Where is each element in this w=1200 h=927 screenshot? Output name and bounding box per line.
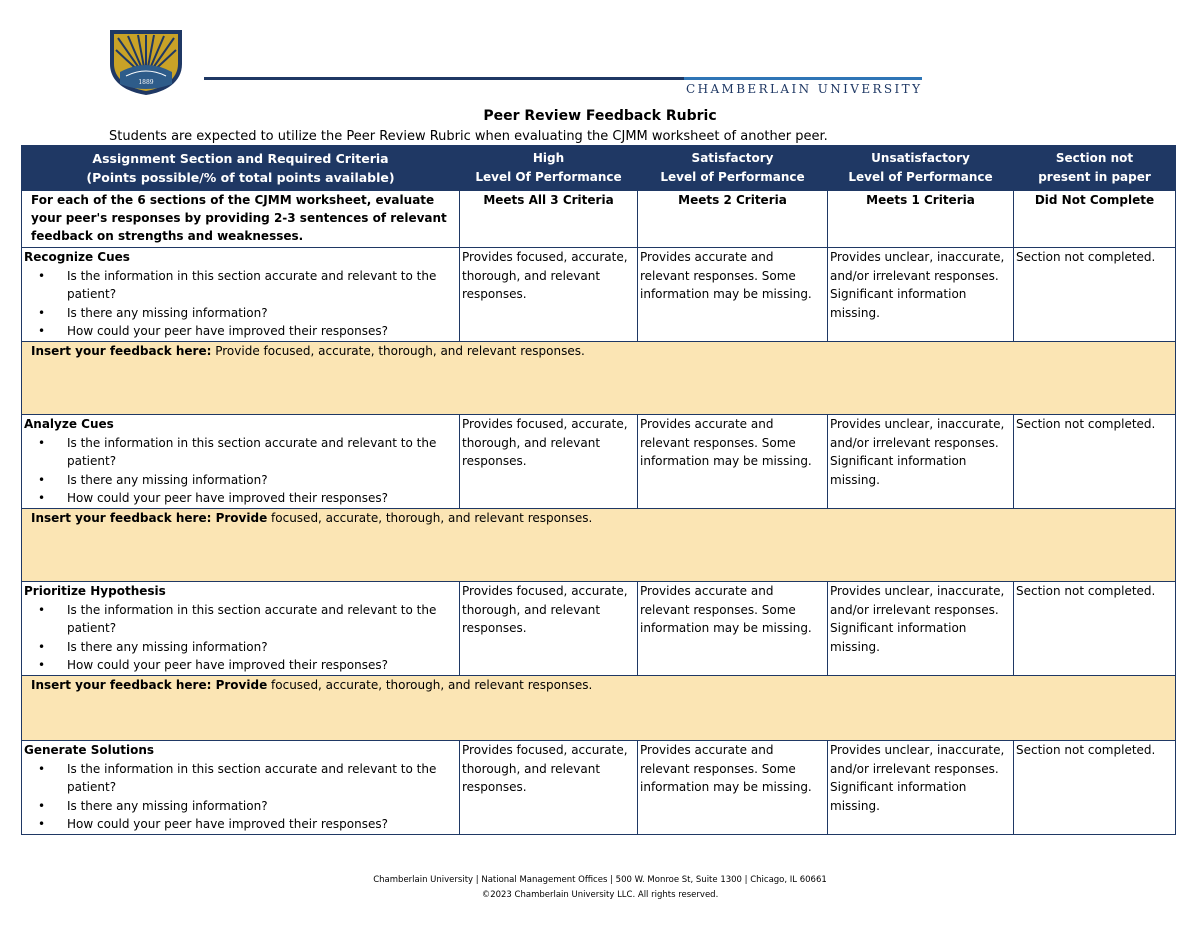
question-accuracy: • Is the information in this section accurate and relevant to the patient? [67,267,457,304]
feedback-prompt: Insert your feedback here: [31,344,212,358]
question-improve: • How could your peer have improved their responses? [67,322,457,341]
question-improve: • How could your peer have improved their responses? [67,489,457,508]
question-improve: • How could your peer have improved their responses? [67,815,457,834]
level-satisfactory-text: Provides accurate and relevant responses. Some information may be missing. [638,248,828,342]
level-not-present-text: Section not completed. [1014,415,1176,509]
question-accuracy: • Is the information in this section accurate and relevant to the patient? [67,760,457,797]
feedback-instruction: focused, accurate, thorough, and relevant responses. [267,511,593,525]
level-satisfactory-text: Provides accurate and relevant responses. Some information may be missing. [638,741,828,835]
section-row-prioritize-hypothesis [22,582,1176,676]
level-not-present-text: Section not completed. [1014,248,1176,342]
header-rule-accent [684,77,922,80]
section-name: Prioritize Hypothesis [24,584,166,598]
criteria-instructions: For each of the 6 sections of the CJMM worksheet, evaluate your peer's responses by providing 2-3 sentences of relevant feedback on strengths and weaknesses. [22,191,460,248]
question-missing: • Is there any missing information? [67,638,457,657]
feedback-input-area[interactable] [22,509,1176,582]
section-name: Analyze Cues [24,417,114,431]
footer-address: Chamberlain University | National Management Offices | 500 W. Monroe St, Suite 1300 | Chicago, IL 60661 [373,875,827,885]
section-row-analyze-cues [22,415,1176,509]
level-satisfactory-text: Provides accurate and relevant responses. Some information may be missing. [638,582,828,676]
level-unsatisfactory-text: Provides unclear, inaccurate, and/or irrelevant responses. Significant information missing. [828,741,1014,835]
header-row [22,146,1176,191]
feedback-row-analyze-cues[interactable] [22,509,1176,582]
chamberlain-logo [108,28,184,96]
level-unsatisfactory-text: Provides unclear, inaccurate, and/or irrelevant responses. Significant information missing. [828,582,1014,676]
question-missing: • Is there any missing information? [67,797,457,816]
feedback-input-area[interactable] [22,676,1176,741]
feedback-row-prioritize-hypothesis[interactable] [22,676,1176,741]
question-list [24,267,457,341]
question-list [24,760,457,834]
criteria-row [22,191,1176,248]
university-name: CHAMBERLAIN UNIVERSITY [686,82,923,96]
feedback-prompt: Insert your feedback here: Provide [31,511,268,525]
feedback-instruction: focused, accurate, thorough, and relevant responses. [267,678,593,692]
feedback-instruction: Provide focused, accurate, thorough, and relevant responses. [211,344,585,358]
page-subtitle: Students are expected to utilize the Peer Review Rubric when evaluating the CJMM worksheet of another peer. [109,129,828,144]
question-accuracy: • Is the information in this section accurate and relevant to the patient? [67,601,457,638]
logo-year: 1889 [138,79,154,86]
page-footer [0,873,1200,903]
footer-copyright: ©2023 Chamberlain University LLC. All rights reserved. [481,890,719,900]
feedback-prompt: Insert your feedback here: Provide [31,678,268,692]
criteria-unsatisfactory: Meets 1 Criteria [828,191,1014,248]
level-not-present-text: Section not completed. [1014,582,1176,676]
level-not-present-text: Section not completed. [1014,741,1176,835]
feedback-row-recognize-cues[interactable] [22,342,1176,415]
level-high-text: Provides focused, accurate, thorough, and relevant responses. [460,415,638,509]
rubric-table [21,145,1176,835]
question-list [24,601,457,675]
section-name: Recognize Cues [24,250,130,264]
criteria-not-present: Did Not Complete [1014,191,1176,248]
level-unsatisfactory-text: Provides unclear, inaccurate, and/or irrelevant responses. Significant information missing. [828,415,1014,509]
criteria-satisfactory: Meets 2 Criteria [638,191,828,248]
question-improve: • How could your peer have improved their responses? [67,656,457,675]
criteria-high: Meets All 3 Criteria [460,191,638,248]
col-header-not-present: Section not present in paper [1014,146,1176,191]
level-high-text: Provides focused, accurate, thorough, and relevant responses. [460,248,638,342]
section-row-recognize-cues [22,248,1176,342]
level-high-text: Provides focused, accurate, thorough, and relevant responses. [460,741,638,835]
question-accuracy: • Is the information in this section accurate and relevant to the patient? [67,434,457,471]
question-missing: • Is there any missing information? [67,304,457,323]
question-list [24,434,457,508]
col-header-satisfactory: Satisfactory Level of Performance [638,146,828,191]
col-header-unsatisfactory: Unsatisfactory Level of Performance [828,146,1014,191]
col-header-high: High Level Of Performance [460,146,638,191]
question-missing: • Is there any missing information? [67,471,457,490]
level-satisfactory-text: Provides accurate and relevant responses. Some information may be missing. [638,415,828,509]
level-high-text: Provides focused, accurate, thorough, and relevant responses. [460,582,638,676]
section-name: Generate Solutions [24,743,155,757]
col-header-criteria: Assignment Section and Required Criteria (Points possible/% of total points available) [22,146,460,191]
page-title: Peer Review Feedback Rubric [483,108,717,124]
level-unsatisfactory-text: Provides unclear, inaccurate, and/or irrelevant responses. Significant information missing. [828,248,1014,342]
feedback-input-area[interactable] [22,342,1176,415]
section-row-generate-solutions [22,741,1176,835]
